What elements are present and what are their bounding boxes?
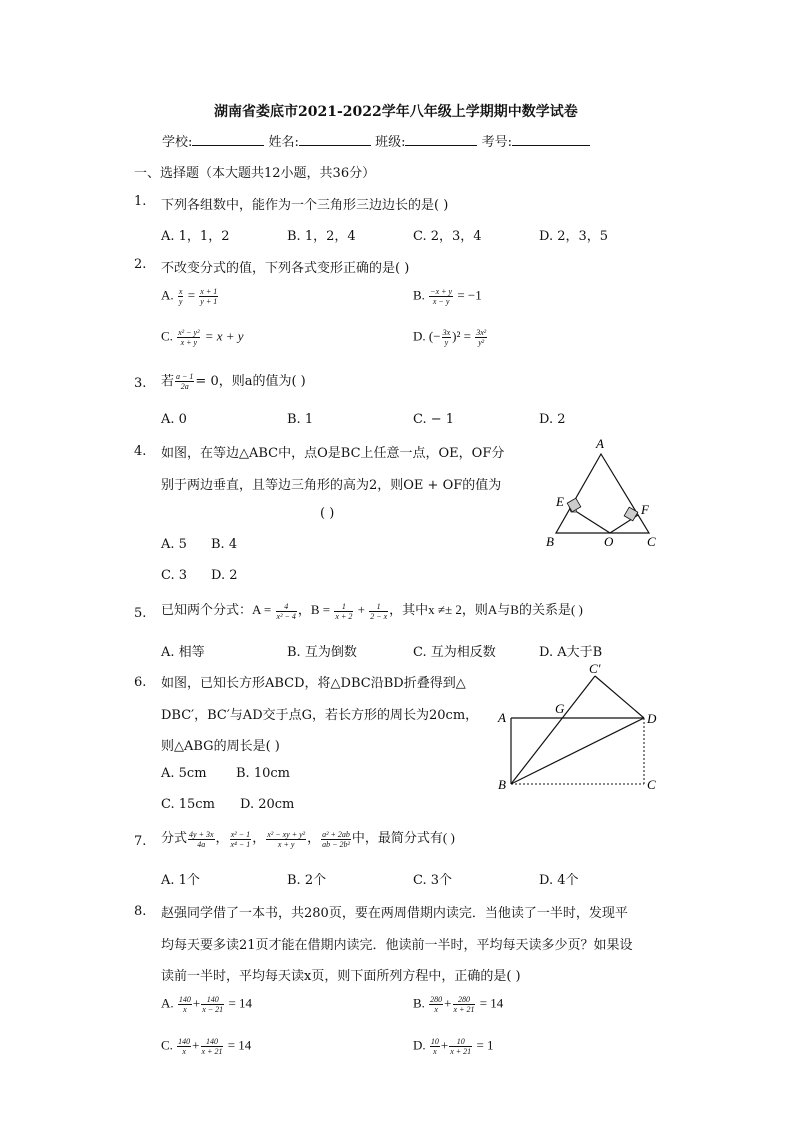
denominator: x − 21 (202, 1005, 224, 1014)
option-b: B. 1，2，4 (287, 229, 356, 244)
fraction (177, 328, 200, 347)
denominator: 4a (197, 839, 206, 849)
label-b: B (546, 534, 554, 549)
denominator: y (444, 338, 449, 347)
question-stem: 下列各组数中，能作为一个三角形三边边长的是( ) (161, 198, 449, 213)
numerator: 10 (430, 1037, 439, 1046)
paren-open: (− (428, 328, 441, 344)
fraction (334, 602, 353, 621)
label-d: D (647, 711, 657, 726)
option-label: B. (413, 287, 425, 303)
fraction (475, 328, 487, 347)
option-label: D. (413, 328, 426, 344)
option-a: A. 1，1，2 (161, 229, 230, 244)
fraction (178, 995, 192, 1014)
option-label: B. (413, 995, 425, 1011)
plus-sign: + (192, 995, 201, 1011)
numerator: x² − xy + y² (267, 829, 306, 839)
denominator: x (183, 1005, 187, 1014)
denominator: x + 2 (335, 611, 353, 621)
fraction (230, 830, 252, 849)
option-d: D. 2 (211, 568, 238, 583)
fraction (369, 602, 388, 621)
equation-rhs: = −1 (457, 287, 482, 303)
label-a: A (498, 710, 506, 725)
option-d (413, 1037, 494, 1056)
question-number: 2. (134, 257, 147, 272)
numerator: x (178, 287, 183, 296)
fraction (430, 1037, 440, 1056)
denominator: y² (478, 338, 485, 347)
denominator: x (182, 1047, 186, 1056)
stem-suffix: = 0，则a的值为( ) (195, 374, 306, 389)
numerator: 280 (430, 995, 443, 1004)
stem-suffix: 中，最简分式有( ) (351, 830, 455, 845)
numerator: −x + y (430, 287, 453, 296)
fraction (178, 287, 184, 306)
name-blank (299, 133, 371, 146)
option-b: B. 互为倒数 (287, 645, 357, 660)
school-blank (192, 133, 264, 146)
equation-rhs: = 14 (227, 1037, 252, 1053)
option-c (161, 1037, 251, 1056)
question-stem-line: 读前一半时，平均每天读x页，则下面所列方程中，正确的是( ) (161, 969, 521, 984)
option-b: B. 1 (287, 412, 314, 427)
stem-prefix: 已知两个分式：A = (161, 602, 272, 617)
paren-close: )² = (452, 328, 471, 344)
question-stem-line: 别于两边垂直，且等边三角形的高为2，则OE + OF的值为 (161, 478, 502, 493)
segment-cpd (595, 676, 644, 718)
separator: ， (307, 830, 321, 845)
label-e: E (556, 494, 564, 509)
option-a: A. 相等 (161, 645, 205, 660)
denominator: x + 21 (453, 1005, 475, 1014)
fraction (442, 328, 452, 347)
denominator: x⁴ − 1 (230, 839, 251, 849)
label-g: G (555, 701, 565, 716)
numerator: 140 (178, 995, 191, 1004)
name-label: 姓名: (268, 135, 299, 150)
denominator: y (178, 297, 183, 306)
question-stem-line: 赵强同学借了一本书，共280页，要在两周借期内读完．当他读了一半时，发现平 (161, 906, 628, 921)
option-label: C. (161, 1037, 173, 1053)
fraction (201, 995, 224, 1014)
equation-rhs: = x + y (204, 328, 244, 344)
number-label: 考号: (481, 135, 512, 150)
numerator: x² − y² (178, 328, 200, 337)
question-number: 4. (134, 444, 147, 459)
option-a: A. 1个 (161, 873, 200, 888)
triangle-abc (556, 454, 649, 533)
info-line (162, 131, 590, 150)
denominator: x + y (180, 338, 198, 347)
option-a: A. 5 (161, 537, 187, 552)
option-a: A. 5cm (161, 766, 207, 781)
numerator: a − 1 (176, 372, 194, 381)
option-b: B. 4 (211, 537, 238, 552)
question-stem-line: 如图，已知长方形ABCD，将△DBC沿BD折叠得到△ (161, 676, 466, 691)
numerator: 1 (369, 602, 388, 612)
numerator: 10 (449, 1037, 472, 1047)
page-title: 湖南省娄底市2021-2022学年八年级上学期期中数学试卷 (214, 104, 578, 120)
rectangle-figure (494, 660, 669, 795)
option-b (413, 995, 503, 1014)
numerator: 280 (453, 995, 476, 1005)
question-stem-line: DBC′，BC′与AD交于点G，若长方形的周长为20cm， (161, 708, 479, 723)
diagonal-bd (511, 718, 644, 784)
option-c (161, 328, 244, 347)
class-label: 班级: (375, 135, 406, 150)
question-number: 7. (134, 834, 147, 849)
option-d: D. 20cm (240, 797, 295, 812)
denominator: y + 1 (200, 297, 218, 306)
label-c: C (647, 534, 656, 549)
question-number: 8. (134, 904, 147, 919)
numerator: 3x (442, 328, 451, 337)
option-d: D. 4个 (539, 873, 579, 888)
fraction (177, 1037, 191, 1056)
denominator: x − y (432, 297, 450, 306)
option-c: C. 3 (161, 568, 188, 583)
denominator: x + 21 (201, 1047, 223, 1056)
section-title: 一、选择题（本大题共12小题，共36分） (134, 166, 376, 181)
stem-prefix: 分式 (161, 830, 188, 845)
option-label: A. (161, 995, 174, 1011)
plus-sign: + (357, 602, 365, 617)
separator: ， (252, 830, 266, 845)
fraction (429, 995, 443, 1014)
segment-bcp (511, 676, 595, 784)
option-label: D. (413, 1037, 426, 1053)
option-b (413, 287, 482, 306)
denominator: ab − 2b² (322, 839, 350, 849)
denominator: 2 − x (370, 611, 388, 621)
fraction (453, 995, 476, 1014)
denominator: x (433, 1047, 437, 1056)
numerator: 140 (201, 995, 224, 1005)
school-label: 学校: (162, 135, 193, 150)
stem-mid: ，B = (297, 602, 331, 617)
question-stem-line: 则△ABG的周长是( ) (161, 739, 280, 754)
numerator: 3x² (476, 328, 487, 337)
option-c: C. 2，3，4 (413, 229, 482, 244)
option-c: C. 15cm (161, 797, 215, 812)
question-number: 1. (134, 194, 147, 209)
fraction (199, 287, 218, 306)
label-o: O (604, 534, 614, 549)
fraction (276, 602, 297, 621)
plus-sign: + (444, 995, 452, 1011)
plus-sign: + (192, 1037, 200, 1053)
label-c-prime: C′ (589, 661, 601, 676)
question-number: 5. (134, 606, 147, 621)
fraction (201, 1037, 224, 1056)
fraction (175, 372, 194, 391)
question-stem (161, 827, 455, 849)
question-stem (161, 370, 306, 391)
plus-sign: + (440, 1037, 449, 1053)
option-c: C. 互为相反数 (413, 645, 496, 660)
option-d (413, 328, 488, 347)
numerator: 4 (276, 602, 297, 612)
separator: ， (215, 830, 229, 845)
triangle-figure (540, 432, 670, 552)
option-a (161, 995, 252, 1014)
label-b: B (498, 777, 506, 792)
option-label: C. (161, 328, 173, 344)
right-angle-f-box (624, 507, 638, 521)
equation-rhs: = 1 (476, 1037, 494, 1053)
numerator: 4y + 3x (189, 829, 214, 839)
option-b: B. 2个 (287, 873, 327, 888)
fraction (266, 830, 306, 849)
question-stem: 不改变分式的值，下列各式变形正确的是( ) (161, 261, 410, 276)
denominator: x + y (277, 839, 295, 849)
number-blank (512, 133, 590, 146)
question-number: 6. (134, 675, 147, 690)
numerator: x² − 1 (230, 829, 251, 839)
equation-rhs: = 14 (228, 995, 253, 1011)
option-c: C. 3个 (413, 873, 453, 888)
class-blank (405, 133, 477, 146)
fraction (429, 287, 453, 306)
numerator: 140 (201, 1037, 224, 1047)
stem-prefix: 若 (161, 374, 175, 389)
denominator: x + 21 (450, 1047, 472, 1056)
label-a: A (596, 436, 604, 451)
option-c: C. − 1 (413, 412, 455, 427)
label-c: C (647, 777, 656, 792)
denominator: x² − 4 (276, 611, 296, 621)
denominator: x (434, 1005, 438, 1014)
label-f: F (641, 502, 649, 517)
equation-rhs: = 14 (479, 995, 504, 1011)
question-number: 3. (134, 376, 147, 391)
option-label: A. (161, 287, 174, 303)
question-stem-line: 均每天要多读21页才能在借期内读完．他读前一半时，平均每天读多少页？如果设 (161, 938, 633, 953)
numerator: x + 1 (200, 287, 218, 296)
numerator: a² + 2ab (322, 829, 350, 839)
question-stem-line: 如图，在等边△ABC中，点O是BC上任意一点，OE，OF分 (161, 446, 505, 461)
question-stem (161, 599, 583, 621)
numerator: 1 (334, 602, 353, 612)
option-a: A. 0 (161, 412, 187, 427)
question-stem-line: ( ) (320, 506, 335, 521)
numerator: 140 (178, 1037, 191, 1046)
option-b: B. 10cm (236, 766, 290, 781)
fraction (188, 830, 215, 849)
option-d: D. 2，3，5 (539, 229, 609, 244)
segment-oe (577, 512, 610, 533)
fraction (449, 1037, 472, 1056)
option-d: D. A大于B (539, 645, 603, 660)
option-d: D. 2 (539, 412, 566, 427)
denominator: 2a (180, 382, 189, 391)
fraction (321, 830, 351, 849)
stem-suffix: ，其中x ≠± 2，则A与B的关系是( ) (389, 602, 583, 617)
option-a: A. $\frac{x}{y}$ = $\frac{x + 1}{y + 1}$ (161, 287, 218, 306)
